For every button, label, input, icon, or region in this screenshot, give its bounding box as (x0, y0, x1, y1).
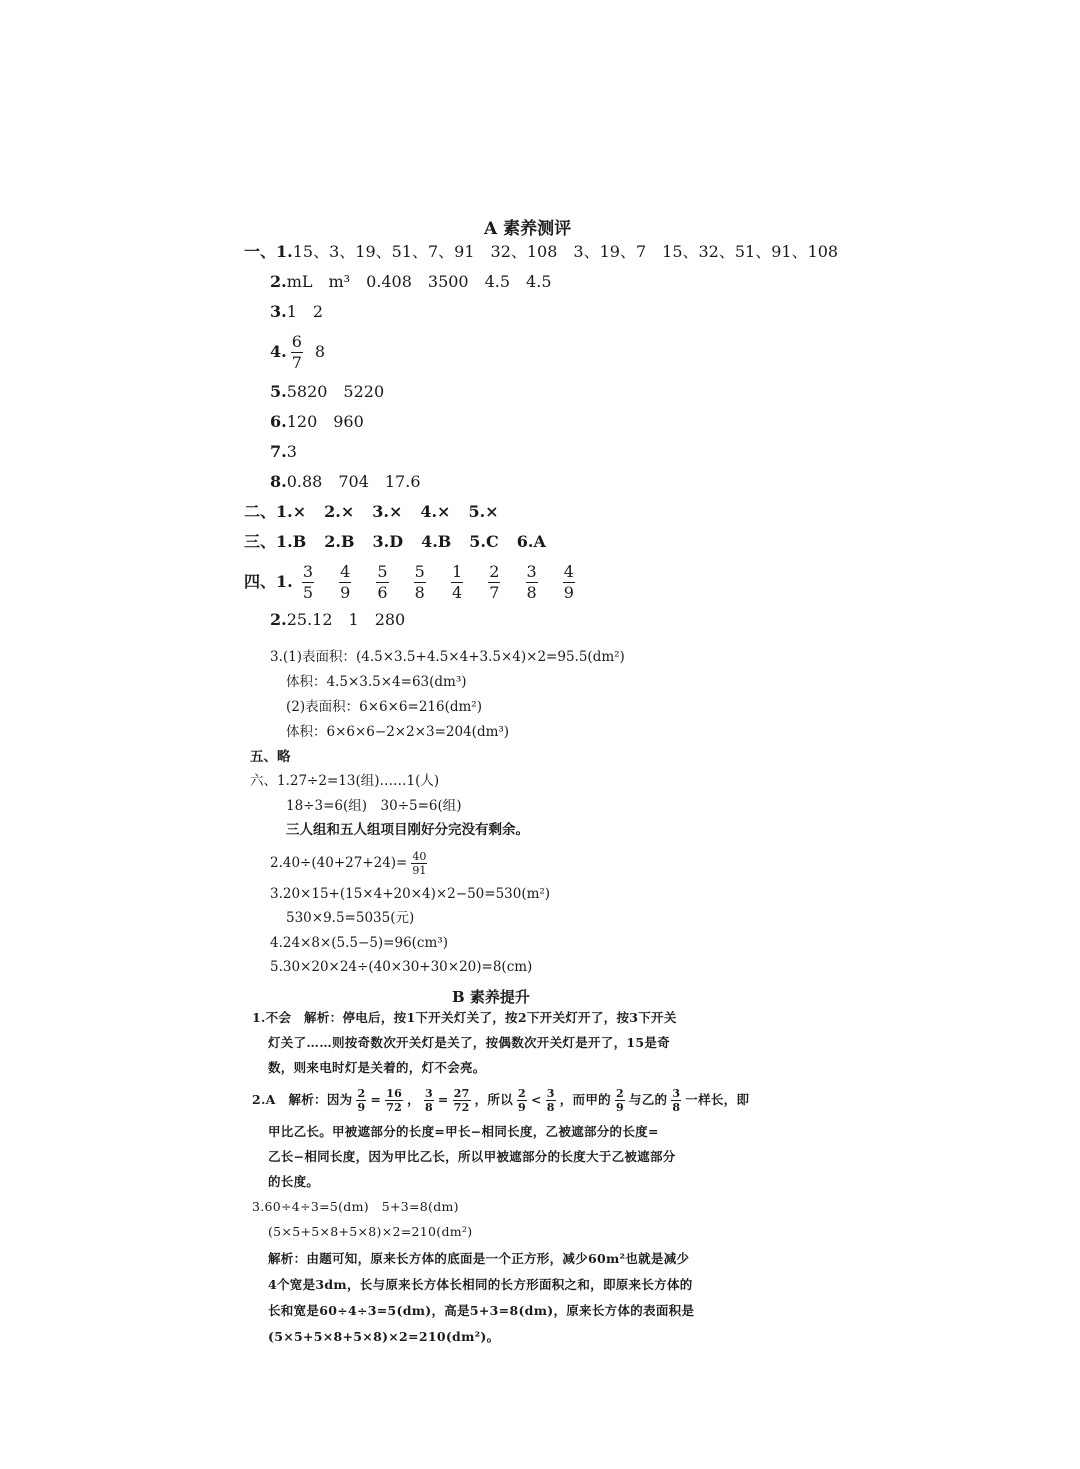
fraction-numerator: 5 (414, 562, 425, 581)
fraction-numerator: 27 (453, 1087, 470, 1100)
fraction (411, 851, 427, 876)
fraction-numerator: 40 (412, 850, 427, 863)
fraction (414, 564, 426, 601)
operator: = (437, 1092, 449, 1107)
part3 (244, 534, 546, 550)
b-q2-line3: 乙长−相同长度，因为甲比乙长，所以甲被遮部分的长度大于乙被遮部分 (268, 1149, 676, 1164)
part6-q3-line1: 3.20×15+(15×4+20×4)×2−50=530(m²) (270, 886, 551, 902)
fraction-denominator: 72 (453, 1101, 470, 1114)
answer-text: ，所以 (474, 1092, 514, 1107)
punctuation: ， (407, 1092, 420, 1107)
fraction (453, 1088, 471, 1113)
fraction-numerator: 3 (546, 1087, 555, 1100)
b-q3-line6: (5×5+5×8+5×8)×2=210(dm²)。 (268, 1329, 500, 1344)
part3-item: 2.B (324, 532, 355, 551)
q-number: 6. (270, 412, 287, 431)
operator: < (530, 1092, 542, 1107)
part5: 五、略 (250, 749, 291, 765)
fraction-numerator: 3 (672, 1087, 681, 1100)
part3-item: 6.A (516, 532, 546, 551)
b-q1-line2: 灯关了……则按奇数次开关灯是关了，按偶数次开关灯是开了，15是奇 (268, 1035, 670, 1050)
answer-text: 与乙的 (628, 1092, 668, 1107)
part6-q2 (270, 851, 431, 876)
answer-text: 2.A 解析：因为 (252, 1092, 353, 1107)
b-q1-line1: 1.不会 解析：停电后，按1下开关灯关了，按2下开关灯开了，按3下开关 (252, 1010, 677, 1025)
part4-q3-line4: 体积：6×6×6−2×2×3=204(dm³) (286, 724, 510, 740)
b-q3-line3: 解析：由题可知，原来长方体的底面是一个正方形，减少60m²也就是减少 (268, 1251, 690, 1266)
fraction-numerator: 2 (489, 562, 500, 581)
q-number: 3. (270, 302, 287, 321)
fraction (526, 564, 538, 601)
fraction (546, 1088, 556, 1113)
fraction (339, 564, 351, 601)
fraction-denominator: 8 (526, 583, 537, 602)
fraction-numerator: 3 (302, 562, 313, 581)
q-number: 2. (270, 272, 287, 291)
fraction-denominator: 7 (489, 583, 500, 602)
fraction-denominator: 8 (414, 583, 425, 602)
part2-item: 1.× (276, 502, 307, 521)
b-q2-line4: 的长度。 (268, 1174, 320, 1189)
q-number: 5. (270, 382, 287, 401)
part2-item: 4.× (420, 502, 451, 521)
fraction (615, 1088, 625, 1113)
b-q3-line4: 4个宽是3dm，长与原来长方体长相同的长方形面积之和，即原来长方体的 (268, 1277, 693, 1292)
answer-text: 3 (286, 442, 297, 461)
part1-q6 (270, 414, 364, 430)
fraction-denominator: 8 (424, 1101, 433, 1114)
fraction-denominator: 9 (563, 583, 574, 602)
answer-text: 5820 5220 (286, 382, 385, 401)
part1-q5 (270, 384, 384, 400)
part4-q3-line2: 体积：4.5×3.5×4=63(dm³) (286, 674, 467, 690)
part1-q8 (270, 474, 421, 490)
b-q2-line2: 甲比乙长。甲被遮部分的长度=甲长−相同长度，乙被遮部分的长度= (268, 1124, 659, 1139)
fraction (451, 564, 463, 601)
part4-q3-line3: (2)表面积：6×6×6=216(dm²) (286, 699, 482, 715)
fraction-numerator: 1 (451, 562, 463, 581)
answer-text: 1 2 (286, 302, 324, 321)
fraction-denominator: 9 (340, 583, 351, 602)
answer-text: 2.40÷(40+27+24)= (270, 855, 408, 871)
fraction-numerator: 3 (526, 562, 537, 581)
part1-q3 (270, 304, 323, 320)
part1-q4 (270, 334, 325, 371)
answer-text: ，而甲的 (559, 1092, 611, 1107)
answer-text: 0.88 704 17.6 (286, 472, 421, 491)
answer-text: 一样长，即 (685, 1092, 750, 1107)
part3-item: 3.D (372, 532, 404, 551)
fraction (302, 564, 314, 601)
fraction-denominator: 9 (518, 1101, 526, 1114)
fraction (517, 1088, 527, 1113)
fraction-numerator: 2 (615, 1087, 624, 1100)
part3-item: 4.B (421, 532, 452, 551)
part4-label: 四、1. (244, 572, 293, 591)
fraction-numerator: 5 (377, 562, 388, 581)
part4-q3-line1: 3.(1)表面积：(4.5×3.5+4.5×4+3.5×4)×2=95.5(dm²) (270, 649, 625, 665)
part3-item: 1.B (276, 532, 307, 551)
part2 (244, 504, 499, 520)
fraction-denominator: 91 (412, 864, 427, 877)
fraction-numerator: 16 (386, 1087, 403, 1100)
q-number: 8. (270, 472, 287, 491)
b-q2-line1 (252, 1088, 749, 1113)
part1-label: 一、1. (244, 242, 293, 261)
q-number: 4. (270, 342, 287, 361)
part4-q1 (244, 564, 591, 601)
b-q3-line2: (5×5+5×8+5×8)×2=210(dm²) (268, 1224, 473, 1239)
fraction-numerator: 3 (424, 1087, 433, 1100)
fraction-denominator: 9 (357, 1101, 366, 1114)
part2-item: 5.× (468, 502, 499, 521)
fraction-denominator: 4 (451, 583, 463, 602)
part6-q1-line2: 18÷3=6(组) 30÷5=6(组) (286, 798, 462, 814)
q-number: 2. (270, 610, 287, 629)
fraction-numerator: 2 (357, 1087, 366, 1100)
part1-q2 (270, 274, 552, 290)
fraction-numerator: 6 (291, 332, 302, 351)
section-b-title: B 素养提升 (452, 988, 530, 1006)
part6-q3-line2: 530×9.5=5035(元) (286, 910, 415, 926)
b-q1-line3: 数，则来电时灯是关着的，灯不会亮。 (268, 1060, 486, 1075)
fraction (671, 1088, 681, 1113)
b-q3-line1: 3.60÷4÷3=5(dm) 5+3=8(dm) (252, 1199, 459, 1214)
part3-item: 5.C (469, 532, 499, 551)
part2-item: 3.× (372, 502, 403, 521)
fraction-denominator: 9 (615, 1101, 624, 1114)
answer-text: 8 (314, 342, 326, 361)
fraction (385, 1088, 403, 1113)
fraction-numerator: 4 (563, 562, 574, 581)
fraction-denominator: 5 (302, 583, 313, 602)
part2-item: 2.× (324, 502, 355, 521)
fraction (356, 1088, 366, 1113)
part6-q4: 4.24×8×(5.5−5)=96(cm³) (270, 935, 448, 951)
answer-text: 25.12 1 280 (286, 610, 406, 629)
part1-q1 (244, 244, 838, 260)
fraction (488, 564, 500, 601)
part6-q1-line1: 六、1.27÷2=13(组)……1(人) (250, 773, 440, 789)
operator: = (370, 1092, 382, 1107)
fraction (424, 1088, 434, 1113)
fraction-numerator: 2 (518, 1087, 526, 1100)
fraction-denominator: 8 (546, 1101, 555, 1114)
fraction-denominator: 72 (386, 1101, 403, 1114)
part6-q5: 5.30×20×24÷(40×30+30×20)=8(cm) (270, 959, 533, 975)
fraction (291, 334, 303, 371)
b-q3-line5: 长和宽是60÷4÷3=5(dm)，高是5+3=8(dm)，原来长方体的表面积是 (268, 1303, 695, 1318)
fraction-numerator: 4 (340, 562, 351, 581)
fraction-denominator: 7 (291, 353, 302, 372)
part1-q1-answer: 15、3、19、51、7、91 32、108 3、19、7 15、32、51、91、108 (292, 242, 839, 261)
part2-label: 二、 (244, 502, 277, 521)
fraction (563, 564, 575, 601)
fraction-denominator: 8 (672, 1101, 681, 1114)
answer-text: mL m³ 0.408 3500 4.5 4.5 (286, 272, 552, 291)
fraction (376, 564, 388, 601)
section-a-title: A 素养测评 (484, 219, 572, 239)
part3-label: 三、 (244, 532, 277, 551)
part4-q2 (270, 612, 405, 628)
fraction-denominator: 6 (377, 583, 388, 602)
q-number: 7. (270, 442, 287, 461)
part6-q1-line3: 三人组和五人组项目刚好分完没有剩余。 (286, 822, 529, 838)
answer-text: 120 960 (286, 412, 364, 431)
part1-q7 (270, 444, 297, 460)
